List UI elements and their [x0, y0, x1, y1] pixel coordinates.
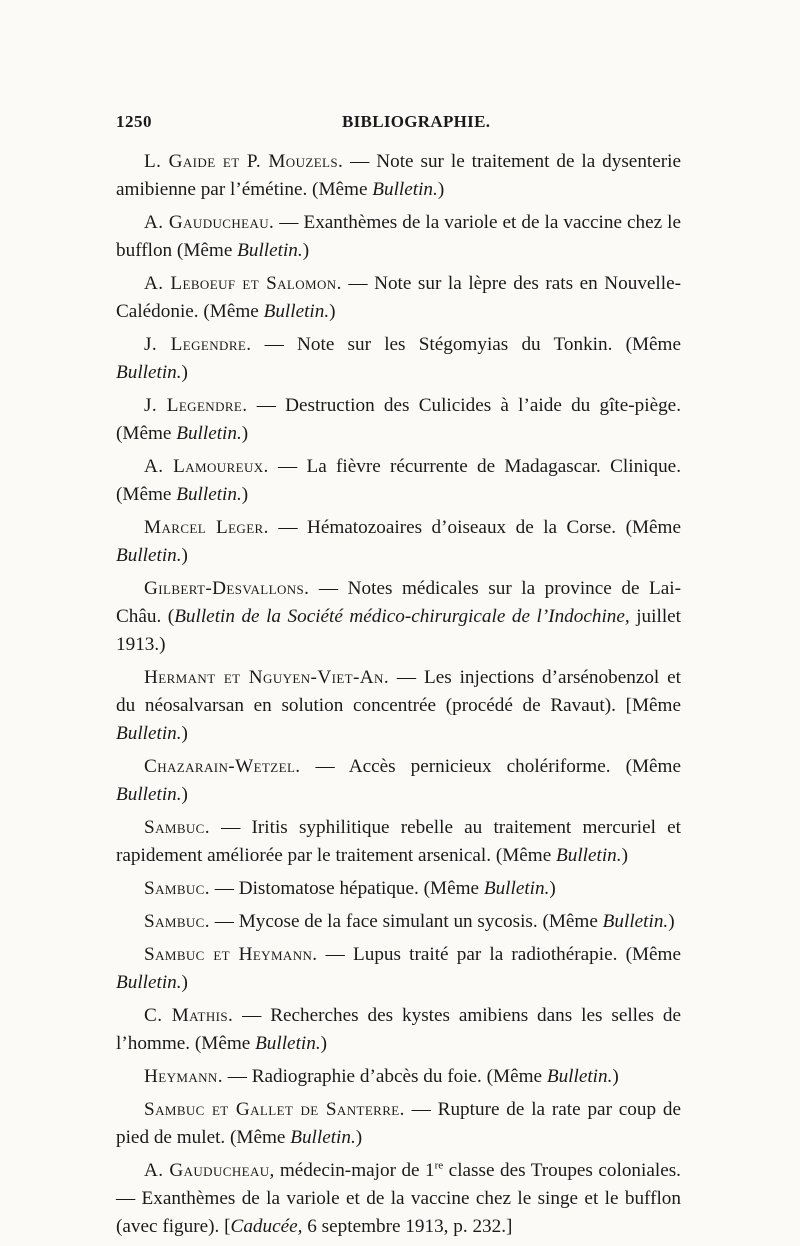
entry-title: — Notes médicales sur la province de Lai-Châu. (: [116, 578, 681, 627]
entry-source: Bulletin.: [116, 972, 182, 993]
bibliography-entry: [116, 908, 681, 936]
entry-source: Bulletin.: [116, 362, 182, 383]
entry-source: Bulletin.: [116, 545, 182, 566]
bibliography-entry: [116, 1002, 681, 1058]
bibliography-entry: [116, 875, 681, 903]
ordinal-superscript: re: [434, 1159, 444, 1172]
entry-authors: L. Gaide et P. Mouzels.: [144, 151, 344, 172]
entry-authors: J. Legendre.: [144, 395, 248, 416]
bibliography-entry: [116, 575, 681, 659]
entry-title: — Recherches des kystes amibiens dans les selles de l’homme. (Même: [116, 1005, 681, 1054]
entry-source: Caducée,: [230, 1216, 303, 1237]
entry-source: Bulletin.: [237, 240, 303, 261]
entry-authors: Chazarain-Wetzel.: [144, 756, 301, 777]
entry-authors: Sambuc.: [144, 878, 210, 899]
entry-tail: ): [621, 845, 628, 866]
bibliography-entry: [116, 209, 681, 265]
entry-authors: Gilbert-Desvallons.: [144, 578, 310, 599]
entry-title: — Lupus traité par la radiothérapie. (Même: [317, 944, 681, 965]
entry-authors: Sambuc.: [144, 911, 210, 932]
entry-title: — La fièvre récurrente de Madagascar. Clinique. (Même: [116, 456, 681, 505]
entry-title: — Note sur la lèpre des rats en Nouvelle-Calédonie. (Même: [116, 273, 681, 322]
bibliography-entry: [116, 148, 681, 204]
entry-authors: A. Gauducheau: [144, 1160, 270, 1181]
bibliography-entry: [116, 514, 681, 570]
entry-source: Bulletin.: [255, 1033, 321, 1054]
entry-title: — Mycose de la face simulant un sycosis. (Même: [209, 911, 603, 932]
document-page: [116, 112, 681, 1246]
entry-source: Bulletin.: [176, 423, 242, 444]
entry-source: Bulletin de la Société médico-chirurgicale de l’Indochine,: [174, 606, 630, 627]
page-number: 1250: [116, 112, 152, 131]
bibliography-entry: [116, 753, 681, 809]
bibliography-entry: [116, 270, 681, 326]
entry-authors: Sambuc.: [144, 817, 210, 838]
entry-tail: ): [181, 723, 188, 744]
entry-title-cont: classe des Troupes coloniales. — Exanthèmes de la variole et de la vaccine chez le singe et le bufflon (avec figure). [: [116, 1160, 681, 1237]
entry-tail: ): [241, 423, 249, 444]
entry-source: Bulletin.: [290, 1127, 356, 1148]
entry-authors: Sambuc et Gallet de Santerre.: [144, 1099, 405, 1120]
entry-authors: A. Gauducheau.: [144, 212, 275, 233]
entry-tail: ): [437, 179, 445, 200]
entry-tail: ): [181, 972, 188, 993]
entry-source: Bulletin.: [372, 179, 438, 200]
bibliography-entry: [116, 814, 681, 870]
entry-tail: 6 septembre 1913, p. 232.]: [302, 1216, 513, 1237]
entry-tail: ): [181, 784, 188, 805]
entry-tail: ): [181, 545, 188, 566]
entry-authors: Marcel Leger.: [144, 517, 269, 538]
entry-title: — Rupture de la rate par coup de pied de mulet. (Même: [116, 1099, 681, 1148]
entry-tail: ): [241, 484, 249, 505]
bibliography-entry: [116, 331, 681, 387]
entry-authors: A. Leboeuf et Salomon.: [144, 273, 342, 294]
entry-authors: Heymann.: [144, 1066, 223, 1087]
entry-title: — Accès pernicieux cholériforme. (Même: [300, 756, 681, 777]
entry-source: Bulletin.: [116, 723, 182, 744]
running-title: BIBLIOGRAPHIE.: [342, 112, 491, 131]
entry-source: Bulletin.: [556, 845, 622, 866]
entry-authors: Sambuc et Heymann.: [144, 944, 318, 965]
entry-source: Bulletin.: [602, 911, 669, 932]
entry-authors: Hermant et Nguyen-Viet-An.: [144, 667, 390, 688]
entry-title: — Exanthèmes de la variole et de la vaccine chez le bufflon (Même: [116, 212, 681, 261]
entry-authors: J. Legendre.: [144, 334, 252, 355]
entry-title: — Distomatose hépatique. (Même: [209, 878, 484, 899]
entry-tail: ): [612, 1066, 619, 1087]
entry-source: Bulletin.: [116, 784, 182, 805]
entry-title: — Destruction des Culicides à l’aide du gîte-piège. (Même: [116, 395, 681, 444]
entry-tail: ): [668, 911, 675, 932]
entry-tail: ): [181, 362, 188, 383]
bibliography-entry: [116, 1157, 681, 1241]
entry-title: , médecin-major de 1: [269, 1160, 435, 1181]
entry-tail: ): [329, 301, 336, 322]
entry-source: Bulletin.: [263, 301, 330, 322]
bibliography-entry: [116, 1096, 681, 1152]
entry-tail: juillet 1913.): [116, 606, 681, 655]
entry-tail: ): [355, 1127, 363, 1148]
entry-source: Bulletin.: [176, 484, 242, 505]
entry-authors: C. Mathis.: [144, 1005, 234, 1026]
entry-title: — Radiographie d’abcès du foie. (Même: [222, 1066, 547, 1087]
entry-source: Bulletin.: [546, 1066, 613, 1087]
bibliography-entry: [116, 664, 681, 748]
entry-title: — Note sur les Stégomyias du Tonkin. (Même: [251, 334, 681, 355]
entry-tail: ): [320, 1033, 328, 1054]
entry-source: Bulletin.: [483, 878, 550, 899]
bibliography-entry: [116, 392, 681, 448]
bibliography-entry: [116, 1063, 681, 1091]
entry-title: — Iritis syphilitique rebelle au traitement mercuriel et rapidement améliorée par le traitement arsenical. (Même: [116, 817, 681, 866]
entry-title: — Les injections d’arsénobenzol et du néosalvarsan en solution concentrée (procédé de Ravaut). [Même: [116, 667, 681, 716]
entry-tail: ): [302, 240, 310, 261]
entry-title: — Note sur le traitement de la dysenterie amibienne par l’émétine. (Même: [116, 151, 681, 200]
entry-tail: ): [549, 878, 556, 899]
bibliography-entry: [116, 453, 681, 509]
bibliography-entry: [116, 941, 681, 997]
entry-authors: A. Lamoureux.: [144, 456, 269, 477]
entry-title: — Hématozoaires d’oiseaux de la Corse. (Même: [268, 517, 681, 538]
bibliography-list: [116, 148, 681, 1241]
page-header: [116, 112, 681, 142]
